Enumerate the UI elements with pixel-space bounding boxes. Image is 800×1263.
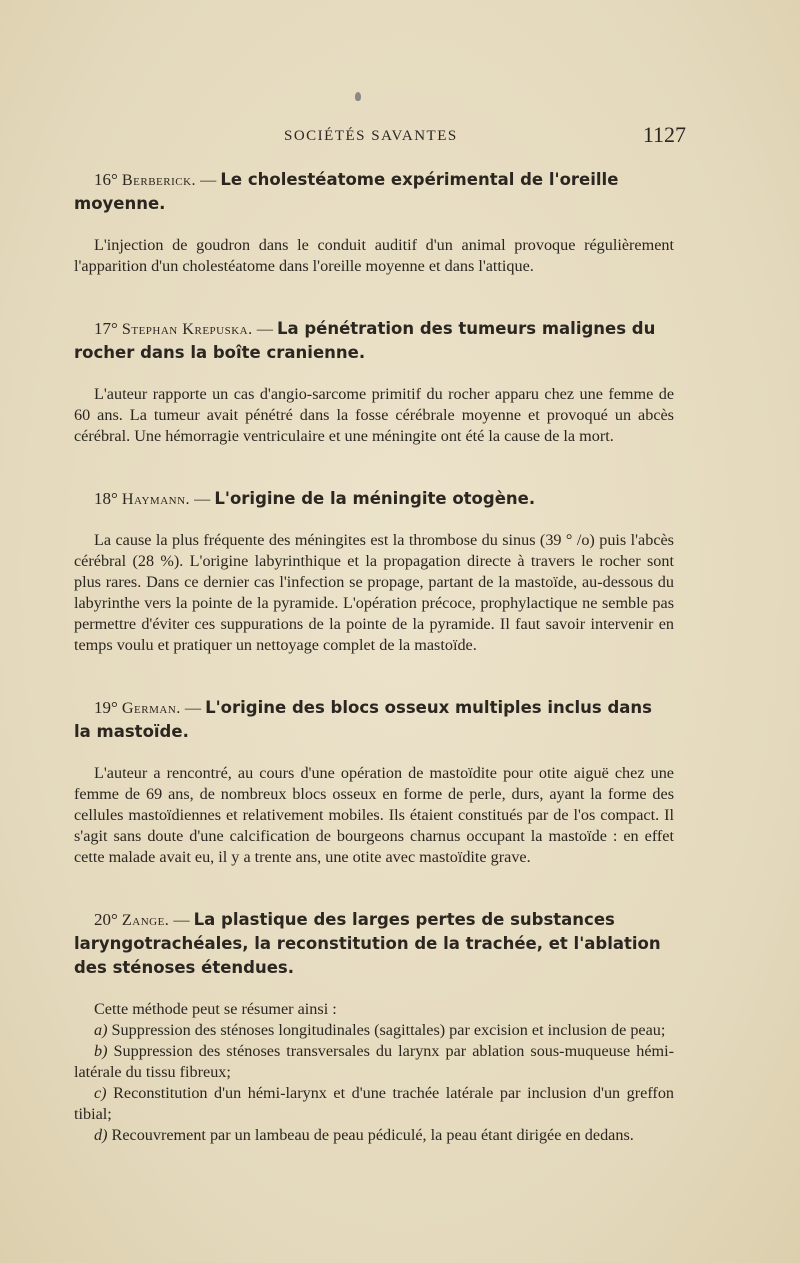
- section-title: L'origine des blocs osseux multiples inclus dans la mastoïde.: [74, 698, 652, 741]
- list-item-text: Reconstitution d'un hémi-larynx et d'une trachée latérale par inclusion d'un greffon tibial;: [74, 1084, 675, 1123]
- section-body: L'auteur a rencontré, au cours d'une opération de mastoïdite pour otite aiguë chez une femme de 69 ans, de nombreux blocs osseux en forme de perle, durs, ayant la forme des cellules mastoïdiennes et relativement mobiles. Ils étaient constitués par de l'os compact. Il s'agit sans doute d'une calcification de bourgeons charnus occupant la mastoïde : en effet cette malade avait eu, il y a trente ans, une otite avec mastoïdite grave.: [74, 764, 674, 866]
- section-intro: Cette méthode peut se résumer ainsi :: [94, 1000, 337, 1018]
- section-body: L'auteur rapporte un cas d'angio-sarcome primitif du rocher apparu chez une femme de 60 ans. La tumeur avait pénétré dans la fosse cérébrale moyenne et provoqué un abcès cérébral. Une hémorragie ventriculaire et une méningite ont été la cause de la mort.: [74, 385, 674, 445]
- list-item: [74, 1083, 674, 1125]
- list-item-text: Suppression des sténoses transversales du larynx par ablation sous-muqueuse hémi-latérale du tissu fibreux;: [74, 1042, 674, 1081]
- section-number: 16°: [94, 170, 118, 189]
- section-body: L'injection de goudron dans le conduit auditif d'un animal provoque régulièrement l'apparition d'un cholestéatome dans l'oreille moyenne et dans l'attique.: [74, 236, 674, 275]
- list-item-text: Recouvrement par un lambeau de peau pédiculé, la peau étant dirigée en dedans.: [111, 1126, 634, 1144]
- running-head: [74, 122, 686, 152]
- list-item: [74, 1125, 674, 1146]
- section-author: Berberick.: [121, 171, 197, 189]
- section-title: La plastique des larges pertes de substances laryngotrachéales, la reconstitution de la trachée, et l'ablation des sténoses étendues.: [74, 910, 661, 977]
- section-number: 20°: [94, 910, 118, 929]
- list-item-text: Suppression des sténoses longitudinales (sagittales) par excision et inclusion de peau;: [111, 1021, 666, 1039]
- section-author: Zange.: [121, 911, 170, 929]
- section-20: [74, 908, 674, 1146]
- list-item-label: a): [94, 1021, 108, 1039]
- section-number: 17°: [94, 319, 118, 338]
- section-heading: 20° Zange. — La plastique des larges pertes de substances laryngotrachéales, la reconstitution de la trachée, et l'ablation des sténoses étendues.: [74, 910, 661, 977]
- section-18: [74, 487, 674, 656]
- section-heading: 19° German. — L'origine des blocs osseux multiples inclus dans la mastoïde.: [74, 698, 652, 741]
- section-number: 19°: [94, 698, 118, 717]
- running-title: SOCIÉTÉS SAVANTES: [284, 128, 458, 144]
- page-number: 1127: [642, 122, 686, 147]
- article-content: [74, 168, 674, 1146]
- section-title: Le cholestéatome expérimental de l'oreille moyenne.: [74, 170, 619, 213]
- section-heading: 18° Haymann. — L'origine de la méningite otogène.: [94, 489, 536, 508]
- section-body: La cause la plus fréquente des méningites est la thrombose du sinus (39 ° /o) puis l'abcès cérébral (28 %). L'origine labyrinthique et la propagation directe à travers le rocher sont plus rares. Dans ce dernier cas l'infection se propage, partant de la mastoïde, au-dessous du labyrinthe vers la pointe de la pyramide. L'opération précoce, prophylactique ne semble pas permettre d'éviter ces suppurations de la pointe de la pyramide. Il faut savoir intervenir en temps voulu et pratiquer un nettoyage complet de la mastoïde.: [74, 531, 674, 654]
- list-item: [74, 1041, 674, 1083]
- section-title: L'origine de la méningite otogène.: [214, 489, 536, 508]
- section-title: La pénétration des tumeurs malignes du rocher dans la boîte cranienne.: [74, 319, 656, 362]
- section-number: 18°: [94, 489, 118, 508]
- section-author: German.: [121, 699, 181, 717]
- section-author: Haymann.: [121, 490, 191, 508]
- section-16: [74, 168, 674, 277]
- list-item-label: b): [94, 1042, 108, 1060]
- section-heading: 17° Stephan Krepuska. — La pénétration des tumeurs malignes du rocher dans la boîte cranienne.: [74, 319, 656, 362]
- section-author: Stephan Krepuska.: [121, 320, 253, 338]
- list-item: [74, 1020, 674, 1041]
- list-item-label: c): [94, 1084, 107, 1102]
- list-item-label: d): [94, 1126, 108, 1144]
- section-heading: 16° Berberick. — Le cholestéatome expérimental de l'oreille moyenne.: [74, 170, 619, 213]
- ink-spot: [355, 92, 361, 101]
- section-17: [74, 317, 674, 447]
- section-19: [74, 696, 674, 868]
